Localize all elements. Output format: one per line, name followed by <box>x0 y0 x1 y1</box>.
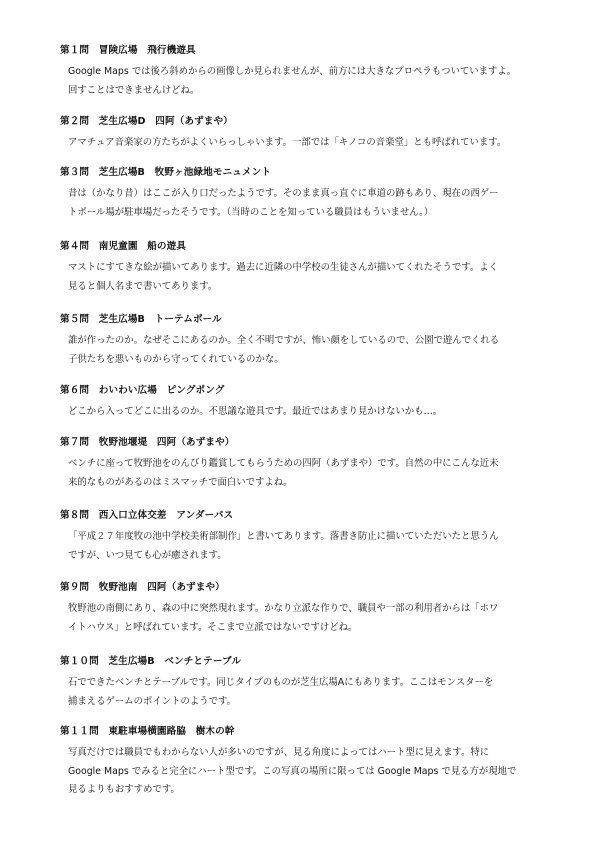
description-line: ですが、いつ見ても心が癒されます。 <box>68 549 227 561</box>
question-1 <box>60 44 560 100</box>
question-2 <box>60 115 560 153</box>
question-10 <box>60 655 560 711</box>
description-line: マストにすてきな絵が描いてあります。過去に近隣の中学校の生徒さんが描いてくれたそうです。よく <box>68 262 499 273</box>
question-title: 第５問 芝生広場B トーテムポール <box>60 314 222 325</box>
question-description <box>60 455 560 492</box>
description-line: Google Maps では後ろ斜めからの画像しか見られませんが、前方には大きなプロペラもついていますよ。 <box>68 66 517 77</box>
question-description <box>60 63 560 100</box>
question-11 <box>60 725 560 800</box>
question-6 <box>60 384 560 422</box>
question-5 <box>60 313 560 369</box>
question-description <box>60 185 560 222</box>
question-8 <box>60 509 560 565</box>
description-line: イトハウス」と呼ばれています。そこまで立派ではないですけどね。 <box>68 621 358 633</box>
question-title: 第７問 牧野池堰堤 四阿（あずまや） <box>60 437 235 448</box>
description-line: 子供たちを悪いものから守ってくれているのかな。 <box>68 353 284 365</box>
question-description <box>60 744 560 800</box>
question-description <box>60 528 560 565</box>
question-title: 第４問 南児童園 船の遊具 <box>60 241 187 252</box>
question-title: 第１１問 東駐車場横園路脇 樹木の幹 <box>60 726 235 737</box>
question-7 <box>60 436 560 492</box>
description-line: 見るよりもおすすめです。 <box>68 784 180 795</box>
question-4 <box>60 240 560 296</box>
question-title: 第１０問 芝生広場B ベンチとテーブル <box>60 656 242 667</box>
description-line: 回すことはできませんけどね。 <box>68 84 200 96</box>
question-9 <box>60 581 560 637</box>
description-line: 「平成２７年度牧の池中学校美術部制作」と書いてあります。落書き防止に描いていただいたと思うん <box>68 531 499 542</box>
description-line: 捕まえるゲームのポイントのようです。 <box>68 695 237 707</box>
question-title: 第１問 冒険広場 飛行機遊具 <box>60 45 196 56</box>
description-line: 写真だけでは職員でもわからない人が多いのですが、見る角度によってはハート型に見えます。特に <box>68 747 490 758</box>
description-line: Google Maps でみると完全にハート型です。この写真の場所に限っては Google Maps で見る方が現地で <box>68 765 517 777</box>
question-title: 第６問 わいわい広場 ピングポング <box>60 385 225 396</box>
question-description <box>60 674 560 711</box>
question-3 <box>60 166 560 222</box>
question-description <box>60 403 560 422</box>
description-line: 見ると個人名まで書いてあります。 <box>68 280 218 292</box>
description-line: ベンチに座って牧野池をのんびり鑑賞してもらうための四阿（あずまや）です。自然の中にこんな近未 <box>68 458 499 469</box>
description-line: 昔は（かなり昔）はここが入り口だったようです。そのまま真っ直ぐに車道の跡もあり、現在の西ゲー <box>68 188 499 199</box>
description-line: トボール場が駐車場だったそうです。（当時のことを知っている職員はもういません。） <box>68 206 434 218</box>
question-description <box>60 259 560 296</box>
question-title: 第２問 芝生広場D 四阿（あずまや） <box>60 116 233 127</box>
description-line: どこから入ってどこに出るのか。不思議な遊具です。最近ではあまり見かけないかも…。 <box>68 406 443 417</box>
question-description <box>60 332 560 369</box>
description-line: 誰が作ったのか。なぜそこにあるのか。全く不明ですが、怖い顔をしているので、公園で遊んでくれる <box>68 335 500 346</box>
question-description <box>60 600 560 637</box>
question-title: 第９問 牧野池南 四阿（あずまや） <box>60 582 225 593</box>
question-description <box>60 134 560 153</box>
description-line: 石でできたベンチとテーブルです。同じタイプのものが芝生広場Aにもあります。ここはモンスターを <box>68 677 494 688</box>
description-line: 来的なものがあるのはミスマッチで面白いですよね。 <box>68 476 293 488</box>
description-line: アマチュア音楽家の方たちがよくいらっしゃいます。一部では「キノコの音楽堂」とも呼ばれています。 <box>68 137 507 148</box>
question-title: 第３問 芝生広場B 牧野ヶ池緑地モニュメント <box>60 167 271 178</box>
description-line: 牧野池の南側にあり、森の中に突然現れます。かなり立派な作りで、職員や一部の利用者からは「ホワ <box>68 603 499 614</box>
question-title: 第８問 西入口立体交差 アンダーパス <box>60 510 234 521</box>
